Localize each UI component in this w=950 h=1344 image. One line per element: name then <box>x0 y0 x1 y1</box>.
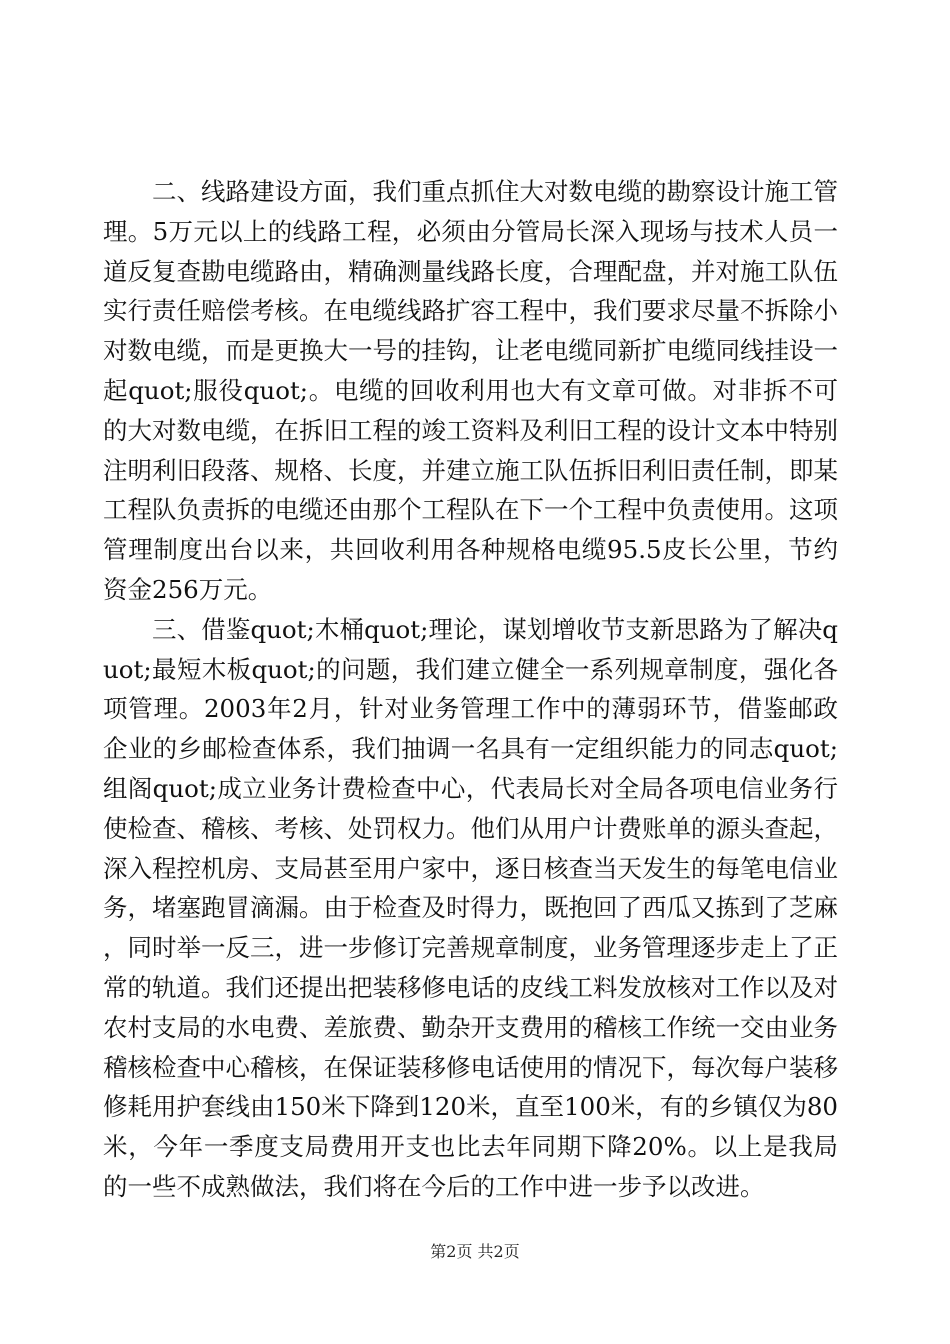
paragraph-line-construction: 二、线路建设方面，我们重点抓住大对数电缆的勘察设计施工管理。5万元以上的线路工程，必须由分管局长深入现场与技术人员一道反复查勘电缆路由，精确测量线路长度，合理配盘，并对施工队伍实行责任赔偿考核。在电缆线路扩容工程中，我们要求尽量不拆除小对数电缆，而是更换大一号的挂钩，让老电缆同新扩电缆同线挂设一起quot;服役quot;。电缆的回收利用也大有文章可做。对非拆不可的大对数电缆，在拆旧工程的竣工资料及利旧工程的设计文本中特别注明利旧段落、规格、长度，并建立施工队伍拆旧利旧责任制，即某工程队负责拆的电缆还由那个工程队在下一个工程中负责使用。这项管理制度出台以来，共回收利用各种规格电缆95.5皮长公里，节约资金256万元。 <box>103 177 838 604</box>
page-footer: 第2页 共2页 <box>430 1242 520 1261</box>
paragraph-bucket-theory: 三、借鉴quot;木桶quot;理论，谋划增收节支新思路为了解决quot;最短木板quot;的问题，我们建立健全一系列规章制度，强化各项管理。2003年2月，针对业务管理工作中的薄弱环节，借鉴邮政企业的乡邮检查体系，我们抽调一名具有一定组织能力的同志quot;组阁quot;成立业务计费检查中心，代表局长对全局各项电信业务行使检查、稽核、考核、处罚权力。他们从用户计费账单的源头查起，深入程控机房、支局甚至用户家中，逐日核查当天发生的每笔电信业务，堵塞跑冒滴漏。由于检查及时得力，既抱回了西瓜又拣到了芝麻，同时举一反三，进一步修订完善规章制度，业务管理逐步走上了正常的轨道。我们还提出把装移修电话的皮线工料发放核对工作以及对农村支局的水电费、差旅费、勤杂开支费用的稽核工作统一交由业务稽核检查中心稽核，在保证装移修电话使用的情况下，每次每户装移修耗用护套线由150米下降到120米，直至100米，有的乡镇仅为80米，今年一季度支局费用开支也比去年同期下降20%。以上是我局的一些不成熟做法，我们将在今后的工作中进一步予以改进。 <box>103 614 838 1201</box>
document-body <box>103 172 838 1207</box>
